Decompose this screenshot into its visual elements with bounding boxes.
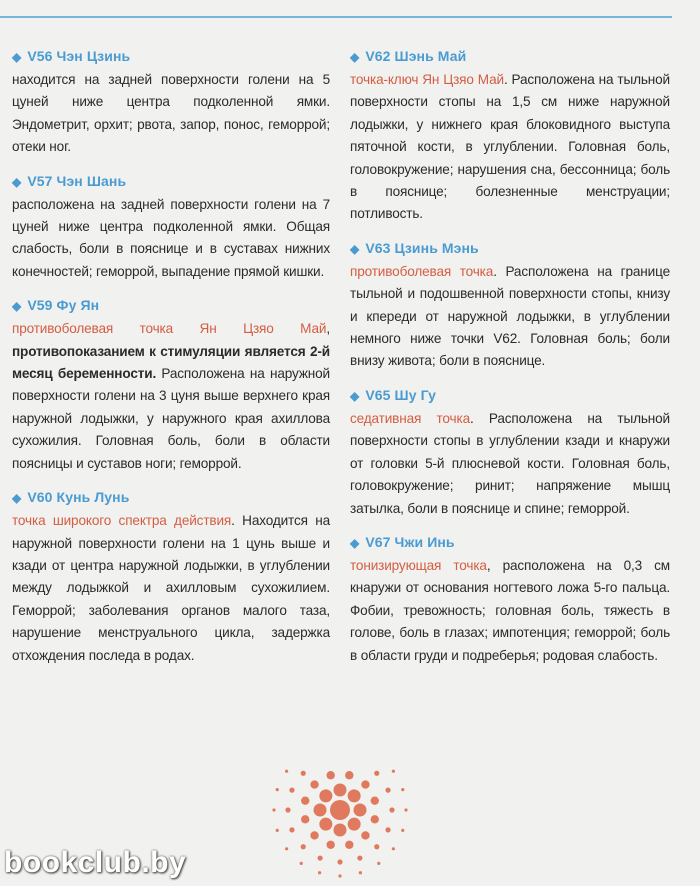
logo-dot xyxy=(319,789,332,802)
acupoint-title: ◆ V60 Кунь Лунь xyxy=(12,489,130,506)
description-text: Расположена на наружной поверхности голени на 3 цуня выше верхнего края наружной лодыжки, у наружного края ахиллова сухожилия. Головная боль, боли в области поясницы и суставов ноги; геморрой. xyxy=(12,366,330,471)
left-column xyxy=(12,48,330,681)
diamond-bullet-icon: ◆ xyxy=(12,50,22,64)
logo-dot xyxy=(310,780,318,788)
point-type-label: тонизирующая точка xyxy=(350,557,487,573)
acupoint-entry xyxy=(12,489,330,667)
acupoint-entry xyxy=(350,387,670,520)
acupoint-description xyxy=(350,261,670,373)
acupoint-description xyxy=(350,69,670,226)
logo-dot xyxy=(310,831,318,839)
acupoint-description xyxy=(350,555,670,667)
decorative-dot-logo xyxy=(270,762,410,886)
logo-dot xyxy=(359,871,362,874)
logo-dot xyxy=(276,788,279,791)
logo-dot xyxy=(334,824,347,837)
logo-dot xyxy=(392,847,395,850)
logo-dot xyxy=(371,815,379,823)
acupoint-description xyxy=(12,318,330,475)
acupoint-entry xyxy=(350,48,670,226)
logo-dot xyxy=(345,841,353,849)
point-type-label: седативная точка xyxy=(350,410,470,426)
logo-dot xyxy=(338,874,341,877)
logo-dot xyxy=(285,770,288,773)
logo-dot xyxy=(374,771,379,776)
diamond-bullet-icon: ◆ xyxy=(12,491,22,506)
logo-dot xyxy=(361,831,369,839)
acupoint-entry xyxy=(350,240,670,373)
logo-dot xyxy=(285,807,290,812)
logo-dot xyxy=(377,862,380,865)
logo-dot xyxy=(361,780,369,788)
logo-dot xyxy=(337,859,342,864)
logo-dot xyxy=(300,862,303,865)
diamond-bullet-icon: ◆ xyxy=(12,174,22,189)
acupoint-description xyxy=(12,194,330,284)
right-column xyxy=(350,48,670,681)
logo-dot xyxy=(289,827,294,832)
point-type-label: точка широкого спектра действия xyxy=(12,513,232,529)
logo-dot xyxy=(348,789,361,802)
acupoint-title: ◆ V57 Чэн Шань xyxy=(12,172,127,189)
logo-dot xyxy=(314,804,327,817)
description-text: . Расположена на тыльной поверхности стопы в углублении кзади и кнаружи от головки 5-й плюсневой кости. Головная боль, головокружение; ринит; напряжение мышц затылка, боли в пояснице и спине; геморрой. xyxy=(350,410,670,516)
acupoint-entry xyxy=(12,48,330,159)
logo-dot xyxy=(318,871,321,874)
acupoint-description xyxy=(12,510,330,667)
logo-dot xyxy=(326,771,334,779)
logo-dot xyxy=(354,804,367,817)
diamond-bullet-icon: ◆ xyxy=(350,241,360,256)
logo-dot xyxy=(319,818,332,831)
logo-dot xyxy=(392,770,395,773)
logo-dot xyxy=(289,788,294,793)
acupoint-entry xyxy=(12,297,330,475)
point-type-label: точка-ключ Ян Цзяо Май xyxy=(350,72,504,87)
logo-dot xyxy=(285,847,288,850)
diamond-bullet-icon: ◆ xyxy=(350,535,360,550)
logo-dot xyxy=(326,841,334,849)
diamond-bullet-icon: ◆ xyxy=(350,388,360,403)
logo-dot xyxy=(389,807,394,812)
top-divider xyxy=(0,16,672,18)
description-text: , расположена на 0,3 см кнаружи от основания ногтевого ложа 5-го пальца. Фобии, тревожность; головная боль, тяжесть в голове, боль в глазах; импотенция; геморрой; боль в области груди и подреберья; родовая слабость. xyxy=(350,557,671,663)
logo-dot xyxy=(348,818,361,831)
contraindication-note: противопоказанием к стимуляции является 2-й месяц беременности. xyxy=(12,343,330,382)
logo-dot xyxy=(345,771,353,779)
logo-dot xyxy=(301,796,309,804)
logo-dot xyxy=(371,796,379,804)
logo-dot xyxy=(276,829,279,832)
description-text: расположена на задней поверхности голени на 7 цуней ниже центра подколенной ямки. Общая слабость, боли в пояснице и в суставах нижних конечностей; геморрой, выпадение прямой кишки. xyxy=(12,196,330,279)
acupoint-title: ◆ V62 Шэнь Май xyxy=(350,48,467,64)
acupoint-title: ◆ V56 Чэн Цзинь xyxy=(12,48,131,64)
point-type-label: противоболевая точка Ян Цзяо Май xyxy=(12,321,327,337)
site-watermark: bookclub.by xyxy=(4,846,187,879)
diamond-bullet-icon: ◆ xyxy=(350,50,360,64)
logo-dot xyxy=(374,844,379,849)
acupoint-description xyxy=(350,408,670,520)
logo-dot xyxy=(357,855,362,860)
acupoint-title: ◆ V63 Цзинь Мэнь xyxy=(350,239,479,256)
acupoint-description xyxy=(12,69,330,159)
logo-dot xyxy=(272,808,275,811)
point-type-label: противоболевая точка xyxy=(350,263,494,279)
logo-dot xyxy=(318,855,323,860)
logo-dot xyxy=(385,788,390,793)
description-text: находится на задней поверхности голени на 5 цуней ниже центра подколенной ямки. Эндометрит, орхит; рвота, запор, понос, геморрой; отеки ног. xyxy=(12,72,330,155)
acupoint-entry xyxy=(350,534,670,667)
logo-dot xyxy=(301,771,306,776)
acupoint-title: ◆ V59 Фу Ян xyxy=(12,297,100,314)
logo-dot xyxy=(334,784,347,797)
acupoint-title: ◆ V65 Шу Гу xyxy=(350,386,436,403)
description-text: . Расположена на тыльной поверхности стопы на 1,5 см ниже наружной лодыжки, у нижнего края блоковидного выступа пяточной кости, в углублении. Головная боль, головокружение; нарушения сна, бессонница; боль в пояснице; болезненные менструации; потливость. xyxy=(350,72,670,222)
logo-dot xyxy=(401,788,404,791)
acupoint-title: ◆ V67 Чжи Инь xyxy=(350,533,455,550)
logo-dot xyxy=(301,844,306,849)
logo-dot xyxy=(385,827,390,832)
logo-dot xyxy=(401,829,404,832)
acupoint-entry xyxy=(12,173,330,284)
logo-dot xyxy=(404,808,407,811)
diamond-bullet-icon: ◆ xyxy=(12,299,22,314)
description-text: . Расположена на границе тыльной и подошвенной поверхности стопы, книзу и кпереди от наружной лодыжки, в углублении немного ниже точки V62. Головная боль; боли внизу живота; боли в пояснице. xyxy=(350,263,670,369)
logo-dot xyxy=(301,815,309,823)
logo-dot xyxy=(330,800,350,820)
description-text: , xyxy=(326,321,330,337)
description-text: . Находится на наружной поверхности голени на 1 цунь выше и кзади от центра наружной лодыжки, в углублении между лодыжкой и ахилловым сухожилием. Геморрой; заболевания органов малого таза, нарушение менструального цикла, задержка отхождения последа в родах. xyxy=(12,513,330,663)
